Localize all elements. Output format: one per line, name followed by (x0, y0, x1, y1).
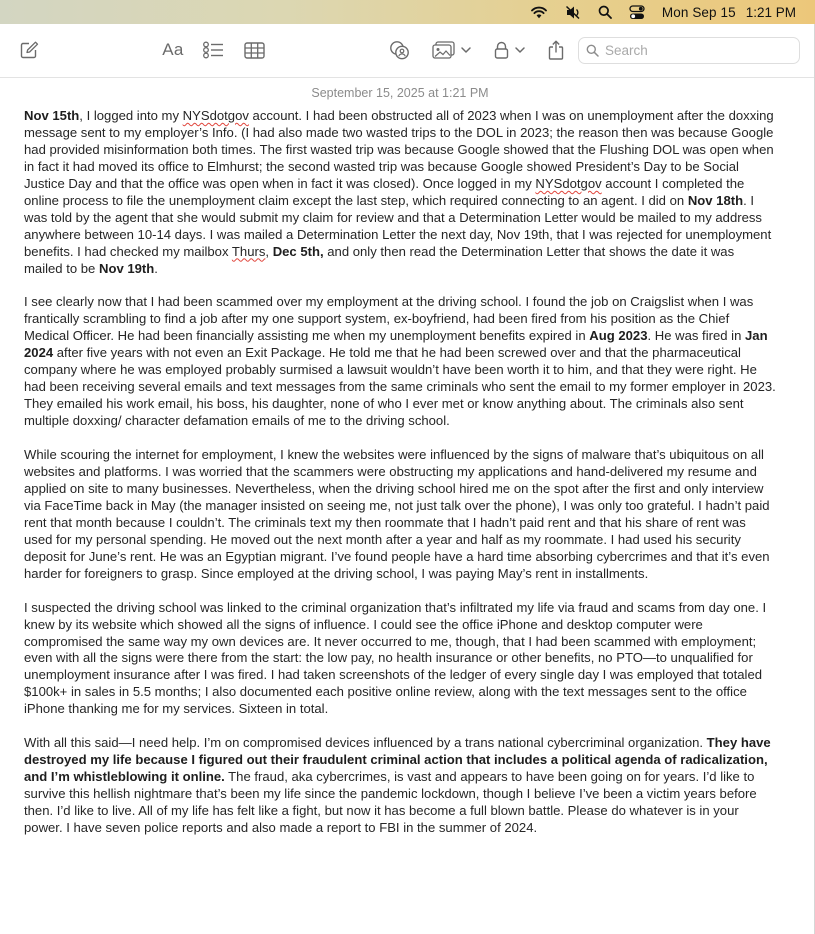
note-paragraph-5: With all this said—I need help. I’m on compromised devices influenced by a trans national cybercriminal organization. They have destroyed my life because I figured out their fraudulent criminal action that includes a political agenda of radicalization, and I’m whistleblowing it online. The fraud, aka cybercrimes, is vast and appears to have been going on for years. I’d like to survive this hellish nightmare that’s been my life since the pandemic lockdown, though I believe I’ve been a victim years before then. I’d like to live. All of my life has felt like a fight, but now it has become a full blown battle. Please do whatever is in your power. I have seven police reports and also made a report to FBI in the summer of 2024. (24, 735, 771, 835)
collaborate-icon[interactable] (388, 38, 412, 62)
toolbar (0, 24, 814, 78)
format-text-icon[interactable]: Aa (162, 40, 184, 59)
misspelled-word: NYSdotgov (535, 175, 602, 191)
control-center-icon[interactable] (629, 0, 645, 24)
wifi-icon[interactable] (530, 0, 548, 24)
note-paragraph-4: I suspected the driving school was linked to the criminal organization that’s infiltrated my life via fraud and scams from day one. I knew by its website which showed all the signs of influence. I could see the office iPhone and desktop computer were compromised the same way my own devices are. It never occurred to me, though, that I had been scammed with employment; even with all the signs were there from the start: the low pay, no health insurance or other benefits, no PTO—to unqualified for unemployment insurance after I was fired. I had taken screenshots of the ledger of every single day I was employed that totaled $100k+ in sales in 5.5 months; I also documented each positive online review, along with the text messages sent to the office iPhone thanking me for my services. Sixteen in total. (24, 599, 767, 717)
misspelled-word: NYSdotgov (182, 108, 249, 123)
lock-icon[interactable] (492, 38, 528, 62)
compose-icon[interactable] (18, 38, 40, 62)
note-body[interactable] (24, 108, 776, 854)
table-icon[interactable] (243, 38, 265, 62)
note-paragraph-3: While scouring the internet for employment, I knew the websites were influenced by the signs of malware that’s ubiquitous on all websites and platforms. I was worried that the scammers were obstructing my applications and hand-delivered my resume and applied on site to many businesses. Nevertheless, when the driving school hired me on the spot after the first and only interview via FaceTime back in May (the manager insisted on seeing me, not just talk over the phone), I was only too grateful. I hadn’t paid rent that month because I couldn’t. The criminals text my then roommate that I hadn’t paid rent and that his share of rent was used for my personal spending. He moved out the next month after a year and half as my roommate. I had used his security deposit for June’s rent. He was an Egyptian migrant. I’ve found people have a hard time absorbing cybercrimes and that it’s even harder for foreigners to grasp. Since employed at the driving school, I was paying May’s rent in installments. (24, 447, 770, 581)
media-icon[interactable] (431, 38, 473, 62)
checklist-icon[interactable] (202, 38, 224, 62)
search-icon[interactable] (598, 0, 612, 24)
search-field[interactable] (578, 37, 800, 64)
menubar-date[interactable]: Mon Sep 15 (661, 4, 736, 20)
notes-window (0, 24, 815, 934)
search-input[interactable] (605, 43, 785, 58)
note-timestamp: September 15, 2025 at 1:21 PM (311, 86, 489, 100)
share-icon[interactable] (545, 38, 567, 62)
note-paragraph-1: Nov 15th, I logged into my NYSdotgov account. I had been obstructed all of 2023 when I was on unemployment after the doxxing message sent to my employer’s Info. (I had also made two wasted trips to the DOL in 2023; the reason then was because Google had provided misinformation both times. The first wasted trip was because Google showed that the Flushing DOL was open when in fact it had moved its office to Elmhurst; the second wasted trip was because Google showed President’s Day to be Social Justice Day and that the office was open when in fact it was closed). Once logged in my NYSdotgov account I completed the online process to file the unemployment claim except the last step, which required connecting to an agent. I did on Nov 18th. I was told by the agent that she would submit my claim for review and that a Determination Letter would be mailed to my address anywhere between 10-14 days. I was mailed a Determination Letter the next day, Nov 19th, that I was rejected for unemployment benefits. I had checked my mailbox Thurs, Dec 5th, and only then read the Determination Letter that shows the date it was mailed to be Nov 19th. (24, 108, 774, 276)
menu-bar (0, 0, 815, 24)
mute-icon[interactable] (565, 0, 581, 24)
misspelled-word: Thurs (231, 243, 266, 259)
search-field-icon (586, 44, 599, 57)
menubar-time[interactable]: 1:21 PM (745, 4, 796, 20)
note-paragraph-2: I see clearly now that I had been scammed over my employment at the driving school. I found the job on Craigslist when I was frantically scrambling to find a job after my one support system, ex-boyfriend, had been fired from his position as the Chief Medical Officer. He had been financially assisting me when my unemployment benefits expired in Aug 2023. He was fired in Jan 2024 after five years with not even an Exit Package. He told me that he had been screwed over and that the pharmaceutical company where he was employed probably surmised a lawsuit wouldn’t have been worth it to him, and that they were right. He had been receiving several emails and text messages from the same criminals who sent the email to my former employer in 2023. They emailed his work email, his boss, his daughter, none of who I ever met or know anything about. The criminals also sent multiple doxxing/ character defamation emails of me to the driving school. (24, 294, 776, 429)
